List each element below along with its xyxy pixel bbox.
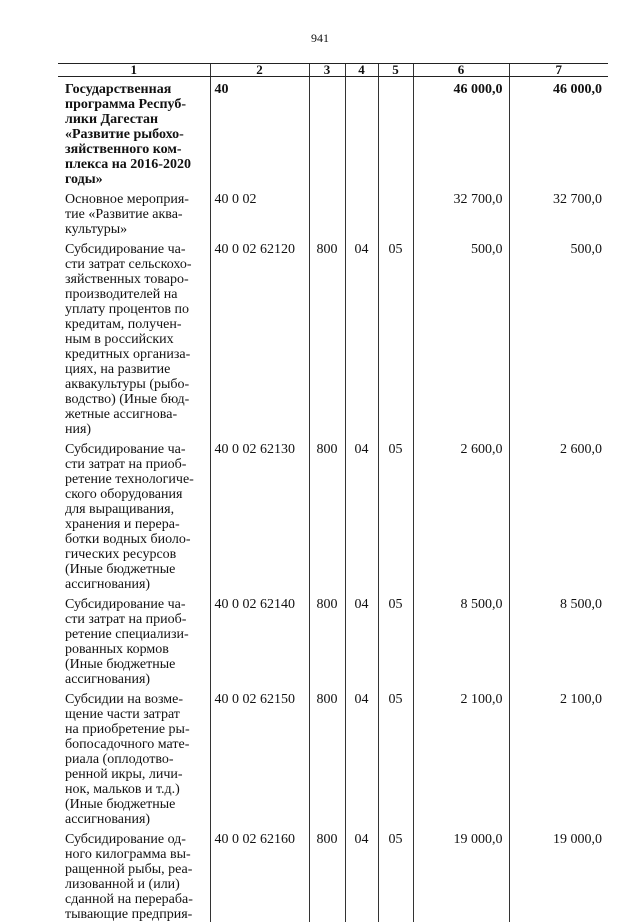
page-number: 941 [311,31,329,45]
section-code: 04 [345,437,378,592]
table-row [58,437,608,592]
row-name: Субсидирование од- ного килограмма вы- ращенной рыбы, реа- лизованной и (или) сданной на перераба- тывающие предприя- [65,832,193,922]
subsection-code: 05 [378,237,413,437]
amount-col7: 2 600,0 [509,437,608,592]
target-article-code: 40 0 02 [210,187,309,237]
section-code: 04 [345,237,378,437]
header-row [58,64,608,77]
amount-col6: 2 600,0 [413,437,509,592]
amount-col7: 46 000,0 [509,77,608,188]
row-name: Основное мероприя- тие «Развитие аква- культуры» [65,192,189,237]
expense-type: 800 [309,687,345,827]
expense-type: 800 [309,592,345,687]
section-code [345,77,378,188]
amount-col6: 32 700,0 [413,187,509,237]
budget-table [58,63,608,922]
amount-col7: 19 000,0 [509,827,608,922]
expense-type: 800 [309,437,345,592]
expense-type: 800 [309,827,345,922]
row-name: Субсидии на возме- щение части затрат на приобретение ры- бопосадочного мате- риала (оплодотво- ренной икры, личи- нок, мальков и т.д.) (Иные бюджетные ассигнования) [65,692,190,827]
table-row [58,237,608,437]
column-header-3: 3 [309,64,345,77]
amount-col7: 2 100,0 [509,687,608,827]
subsection-code: 05 [378,437,413,592]
subsection-code: 05 [378,592,413,687]
row-name: Субсидирование ча- сти затрат на приоб- ретение специализи- рованных кормов (Иные бюджетные ассигнования) [65,597,189,687]
target-article-code: 40 0 02 62140 [210,592,309,687]
subsection-code: 05 [378,827,413,922]
row-name: Государственная программа Респуб- лики Дагестан «Развитие рыбохо- зяйственного ком- плекса на 2016-2020 годы» [65,82,191,187]
subsection-code [378,187,413,237]
section-code [345,187,378,237]
table-row [58,187,608,237]
target-article-code: 40 0 02 62120 [210,237,309,437]
section-code: 04 [345,592,378,687]
amount-col7: 500,0 [509,237,608,437]
table-row [58,687,608,827]
expense-type [309,77,345,188]
column-header-6: 6 [413,64,509,77]
section-code: 04 [345,687,378,827]
target-article-code: 40 0 02 62150 [210,687,309,827]
target-article-code: 40 0 02 62130 [210,437,309,592]
expense-type [309,187,345,237]
amount-col6: 2 100,0 [413,687,509,827]
table-row [58,77,608,188]
subsection-code: 05 [378,687,413,827]
target-article-code: 40 0 02 62160 [210,827,309,922]
column-header-2: 2 [210,64,309,77]
column-header-1: 1 [58,64,210,77]
target-article-code: 40 [210,77,309,188]
column-header-4: 4 [345,64,378,77]
amount-col6: 8 500,0 [413,592,509,687]
amount-col6: 500,0 [413,237,509,437]
table-row [58,827,608,922]
row-name: Субсидирование ча- сти затрат на приоб- ретение технологиче- ского оборудования для выращивания, хранения и перера- ботки водных биоло- гических ресурсов (Иные бюджетные ассигнования) [65,442,194,592]
column-header-5: 5 [378,64,413,77]
amount-col6: 46 000,0 [413,77,509,188]
expense-type: 800 [309,237,345,437]
subsection-code [378,77,413,188]
amount-col7: 8 500,0 [509,592,608,687]
column-header-7: 7 [509,64,608,77]
row-name: Субсидирование ча- сти затрат сельскохо- зяйственных товаро- производителей на уплату процентов по кредитам, получен- ным в российских кредитных организа- циях, на развитие аквакультуры (рыбо- водство) (Иные бюд- жетные ассигнова- ния) [65,242,192,437]
section-code: 04 [345,827,378,922]
amount-col6: 19 000,0 [413,827,509,922]
amount-col7: 32 700,0 [509,187,608,237]
table-row [58,592,608,687]
